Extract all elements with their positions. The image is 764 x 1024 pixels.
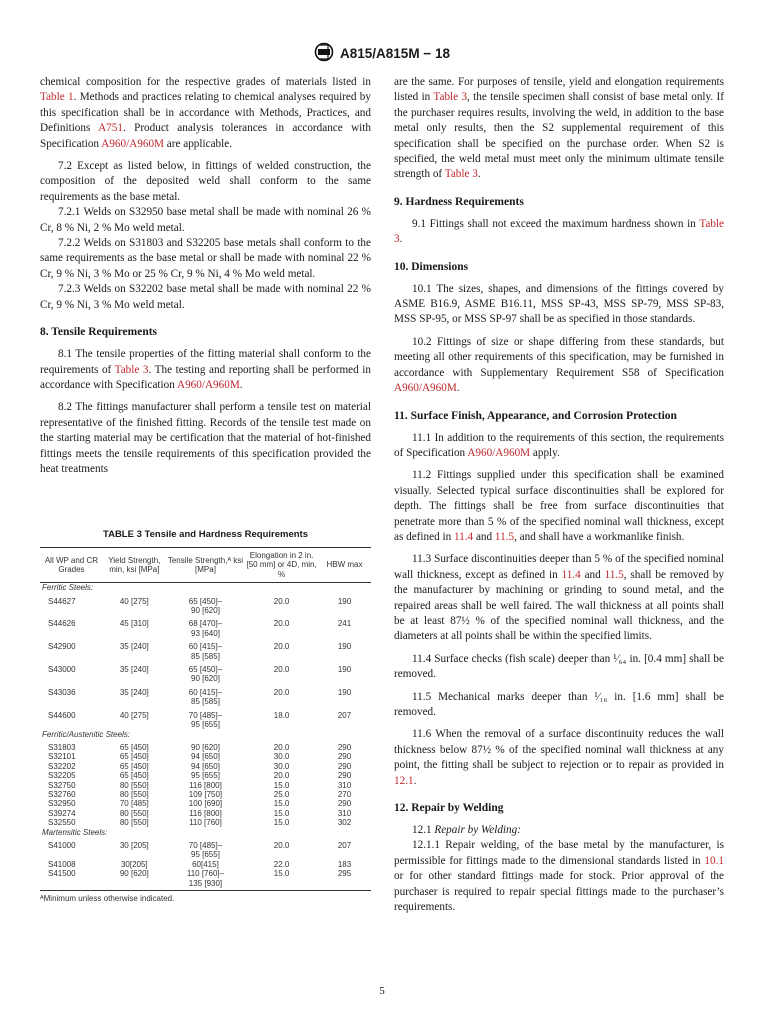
page-number: 5 [379, 985, 385, 997]
table-cell: S43000 [48, 665, 76, 675]
table-row [40, 799, 371, 808]
ref-a960[interactable]: A960/A960M [177, 378, 240, 391]
table-row [40, 593, 371, 616]
table-cell: 45 [310] [119, 619, 149, 629]
table-cell: 207 [337, 710, 352, 720]
table-cell: S41000 [48, 840, 76, 850]
ref-11-5[interactable]: 11.5 [494, 530, 515, 543]
table-cell: 35 [240] [119, 665, 149, 675]
table-cell: 18.0 [273, 710, 290, 720]
table-row [40, 809, 371, 818]
table-row [40, 684, 371, 707]
table-cell: 15.0 [273, 780, 290, 790]
paragraph-8-2: 8.2 The fittings manufacturer shall perform a tensile test on material representative of the finished fitting. Records of the tensile test made on the starting material may be certification that the material of hot-finished fittings meets the tensile requirements of this specification provided the heat treatments [40, 401, 371, 475]
table-cell: 70 [485]– 95 [655] [188, 840, 223, 860]
paragraph-12-1-1: 12.1.1 Repair welding, of the base metal by the manufacturer, is permissible for fittings made to the dimensional standards listed in 10.1 or for other standard fittings made for stock. Prior approval of the purchaser is required to repair special fittings made to the purchaser’s requirements. [394, 839, 724, 914]
table-cell: S32202 [48, 761, 76, 771]
table-cell: 290 [337, 742, 352, 752]
table-cell: 20.0 [273, 665, 290, 675]
ref-11-5[interactable]: 11.5 [604, 568, 624, 581]
table-cell: 290 [337, 752, 352, 762]
paragraph-7-2-2: 7.2.2 Welds on S31803 and S32205 base metals shall conform to the same requirements as the base metal or shall be made with nominal 22 % Cr, 9 % Ni, 3 % Mo or 25 % Cr, 9 % Ni, 4 % Mo weld metal. [40, 237, 371, 280]
table-cell: S42900 [48, 642, 76, 652]
table-cell: 110 [760] [189, 818, 222, 828]
col-header-tensile: Tensile Strength,ᴬ ksi [MPa] [166, 548, 245, 583]
astm-logo-icon [314, 42, 336, 65]
table-cell: 25.0 [273, 789, 290, 799]
table-cell: 65 [450]– 90 [620] [188, 596, 223, 616]
paragraph-7-2-3: 7.2.3 Welds on S32202 base metal shall be made with nominal 22 % Cr, 9 % Ni, 3 % Mo weld metal. [40, 283, 371, 311]
paragraph-11-1: 11.1 In addition to the requirements of this section, the requirements of Specification A960/A960M apply. [394, 431, 724, 459]
table-title: TABLE 3 Tensile and Hardness Requirements [102, 529, 308, 540]
table-cell: S39274 [48, 808, 76, 818]
table-cell: 60[415] [192, 859, 219, 869]
table-cell: 20.0 [273, 596, 290, 606]
table-cell: 94 [650] [191, 761, 220, 771]
table-row [40, 638, 371, 661]
table-row [40, 661, 371, 684]
ref-12-1[interactable]: 12.1 [394, 774, 414, 787]
table-cell: 116 [800] [189, 808, 222, 818]
col-header-elongation: Elongation in 2 in. [50 mm] or 4D, min, % [245, 548, 318, 583]
table-cell: S44600 [48, 710, 76, 720]
paragraph-7-2: 7.2 Except as listed below, in fittings of welded construction, the composition of the deposited weld shall conform to the same requirements as the base metal. [40, 160, 371, 203]
table-cell: 95 [655] [191, 771, 220, 781]
right-column [394, 75, 724, 915]
table-footnote: ᴬMinimum unless otherwise indicated. [40, 894, 175, 903]
table-row [40, 739, 371, 752]
designation-title: A815/A815M − 18 [340, 46, 450, 61]
table-cell: S32760 [48, 789, 76, 799]
table-row [40, 707, 371, 730]
paragraph-11-6: 11.6 When the removal of a surface discontinuity reduces the wall thickness below 87½ % of the specified nominal wall thickness at any point, the fitting shall be subject to rejection or to repair as provided in 12.1. [394, 728, 724, 787]
table-section-label: Ferritic Steels: [42, 583, 94, 593]
ref-10-1[interactable]: 10.1 [704, 854, 724, 867]
table-cell: 65 [450]– 90 [620] [188, 665, 223, 684]
table-cell: S31803 [48, 742, 76, 752]
table-section-label: Ferritic/Austenitic Steels: [42, 729, 131, 739]
table-cell: 310 [337, 808, 352, 818]
section-10-heading: 10. Dimensions [394, 260, 469, 273]
paragraph-11-4: 11.4 Surface checks (fish scale) deeper than ¹⁄₆₄ in. [0.4 mm] shall be removed. [394, 652, 724, 681]
ref-table-1[interactable]: Table 1 [40, 91, 74, 104]
table-cell: 80 [550] [119, 780, 149, 790]
paragraph-7-1-cont: chemical composition for the respective grades of materials listed in Table 1. Methods and practices relating to chemical analyses required by this specification shall be in accordance with Methods, Practices, and Definitions A751. Product analysis tolerances in accordance with Specification A960/A960M are applicable. [40, 76, 371, 150]
ref-a960[interactable]: A960/A960M [394, 382, 457, 395]
paragraph-11-5: 11.5 Mechanical marks deeper than ¹⁄₁₆ in. [1.6 mm] shall be removed. [394, 690, 724, 718]
table-cell: 90 [620] [191, 742, 220, 752]
table-row [40, 752, 371, 761]
table-cell: 40 [275] [119, 596, 149, 606]
table-cell: S32750 [48, 780, 76, 790]
tensile-hardness-table [40, 547, 371, 891]
table-cell: S41008 [48, 859, 76, 869]
table-cell: 302 [337, 818, 352, 828]
section-11-heading: 11. Surface Finish, Appearance, and Corrosion Protection [394, 409, 677, 422]
table-row [40, 837, 371, 860]
table-row [40, 818, 371, 827]
table-cell: 241 [337, 619, 352, 629]
table-cell: 20.0 [273, 742, 290, 752]
table-cell: 207 [337, 840, 352, 850]
table-3 [40, 529, 371, 903]
table-body [40, 583, 371, 891]
table-cell: 15.0 [273, 799, 290, 809]
ref-a960[interactable]: A960/A960M [467, 446, 531, 459]
section-12-heading: 12. Repair by Welding [394, 802, 504, 815]
table-cell: S32950 [48, 799, 76, 809]
table-cell: S44627 [48, 596, 76, 606]
table-cell: 290 [337, 799, 352, 809]
table-cell: S32550 [48, 818, 76, 828]
table-cell: 15.0 [273, 818, 290, 828]
table-section-label: Martensitic Steels: [42, 827, 108, 837]
table-cell: 290 [337, 761, 352, 771]
table-cell: 116 [800] [189, 780, 222, 790]
table-cell: 65 [450] [119, 742, 149, 752]
table-cell: 40 [275] [119, 710, 149, 720]
table-cell: 295 [318, 869, 371, 890]
ref-11-4[interactable]: 11.4 [561, 568, 581, 581]
table-cell: 20.0 [273, 840, 290, 850]
table-cell: 65 [450] [119, 761, 149, 771]
table-cell: 30.0 [273, 752, 290, 762]
table-cell: 70 [485]– 95 [655] [188, 710, 223, 730]
left-column [40, 75, 371, 477]
table-row [40, 771, 371, 780]
ref-11-4[interactable]: 11.4 [453, 530, 474, 543]
table-cell: 270 [337, 789, 352, 799]
paragraph-7-2-1: 7.2.1 Welds on S32950 base metal shall be made with nominal 26 % Cr, 8 % Ni, 2 % Mo weld metal. [40, 206, 371, 234]
table-cell: 15.0 [245, 869, 318, 890]
table-cell: 80 [550] [119, 808, 149, 818]
paragraph-11-2: 11.2 Fittings supplied under this specification shall be examined visually. Selected typical surface discontinuities shall be explored for depth. The fittings shall be free from surface discontinuities that penetrate more than 5 % of the specified nominal wall thickness, except as defined in 11.4 and 11.5, and shall have a workmanlike finish. [394, 469, 724, 543]
ref-table-3[interactable]: Table 3 [444, 168, 478, 181]
section-9-heading: 9. Hardness Requirements [394, 195, 524, 208]
paragraph-12-1: 12.1 Repair by Welding: [412, 824, 521, 837]
table-cell: 30.0 [273, 761, 290, 771]
ref-table-3[interactable]: Table 3 [114, 363, 149, 376]
table-cell: 190 [337, 665, 352, 675]
paragraph-10-2: 10.2 Fittings of size or shape differing from these standards, but meeting all other requirements of this specification, may be furnished in accordance with Supplementary Requirement S58 of Specification A960/A960M. [394, 335, 724, 395]
paragraph-8-1: 8.1 The tensile properties of the fitting material shall conform to the requirements of Table 3. The testing and reporting shall be performed in accordance with Specification A960/A960M. [40, 348, 372, 391]
table-cell: 35 [240] [119, 687, 149, 697]
table-cell: 22.0 [273, 859, 290, 869]
ref-a960[interactable]: A960/A960M [101, 137, 164, 150]
table-cell: 80 [550] [119, 789, 149, 799]
ref-table-3[interactable]: Table 3 [394, 217, 724, 246]
ref-a751[interactable]: A751 [98, 122, 123, 135]
table-cell: 20.0 [273, 642, 290, 652]
table-cell: 15.0 [273, 808, 290, 818]
table-row [40, 869, 371, 890]
col-header-hbw: HBW max [318, 548, 371, 583]
table-cell: 20.0 [273, 619, 290, 629]
table-cell: 110 [760]– 135 [930] [166, 869, 245, 890]
table-cell: 30 [205] [119, 840, 149, 850]
table-cell: 35 [240] [119, 642, 149, 652]
table-row [40, 762, 371, 771]
paragraph-10-1: 10.1 The sizes, shapes, and dimensions of the fittings covered by ASME B16.9, ASME B16.11, MSS SP-43, MSS SP-79, MSS SP-83, MSS SP-95, or MSS SP-97 shall be as specified in those standards. [394, 282, 724, 326]
table-row [40, 860, 371, 869]
table-cell: 20.0 [273, 687, 290, 697]
col-header-grades: All WP and CR Grades [40, 548, 103, 583]
table-cell: 94 [650] [191, 752, 220, 762]
table-cell: S44626 [48, 619, 76, 629]
paragraph-8-2-cont: are the same. For purposes of tensile, yield and elongation requirements listed in Table 3, the tensile specimen shall consist of base metal only. If the purchaser requires results, involving the weld, in addition to the base metal only results, then the S2 supplemental requirement of this specification shall be specified on the purchase order. When S2 is specified, the weld metal must meet only the minimum ultimate tensile strength of Table 3. [394, 76, 724, 181]
table-cell: 20.0 [273, 771, 290, 781]
table-cell: 60 [415]– 85 [585] [188, 687, 223, 707]
paragraph-11-3: 11.3 Surface discontinuities deeper than 5 % of the specified nominal wall thickness, except as defined in 11.4 and 11.5, shall be removed by the manufacturer by machining or grinding to sound metal, and the repaired areas shall be well faired. The wall thickness at all points shall be at least 87½ % of the specified nominal wall thickness, and the diameters at all points shall be within the specified limits. [394, 553, 724, 643]
table-cell: 190 [337, 687, 352, 697]
table-row [40, 781, 371, 790]
table-cell: 65 [450] [119, 752, 149, 762]
table-cell: S41500 [40, 869, 103, 890]
table-cell: 290 [337, 771, 352, 781]
table-cell: 60 [415]– 85 [585] [188, 642, 223, 661]
section-8-heading: 8. Tensile Requirements [40, 326, 158, 339]
table-cell: S43036 [48, 687, 76, 697]
paragraph-9-1: 9.1 Fittings shall not exceed the maximum hardness shown in Table 3. [394, 217, 724, 246]
table-row [40, 790, 371, 799]
table-cell: 90 [620] [103, 869, 166, 890]
table-cell: S32205 [48, 771, 76, 781]
table-cell: 109 [750] [188, 789, 223, 799]
table-cell: 65 [450] [119, 771, 149, 781]
document-header [0, 42, 764, 65]
table-cell: 183 [337, 859, 352, 869]
table-cell: 68 [470]– 93 [640] [188, 619, 223, 638]
table-cell: 100 [690] [188, 799, 223, 809]
table-cell: 70 [485] [119, 799, 149, 809]
table-cell: S32101 [48, 752, 76, 762]
table-cell: 310 [337, 780, 352, 790]
table-cell: 80 [550] [119, 818, 149, 828]
col-header-yield: Yield Strength, min, ksi [MPa] [103, 548, 166, 583]
ref-table-3[interactable]: Table 3 [433, 91, 468, 104]
table-row [40, 615, 371, 638]
table-cell: 190 [337, 596, 352, 606]
table-cell: 30[205] [120, 859, 148, 869]
table-cell: 190 [337, 642, 352, 652]
